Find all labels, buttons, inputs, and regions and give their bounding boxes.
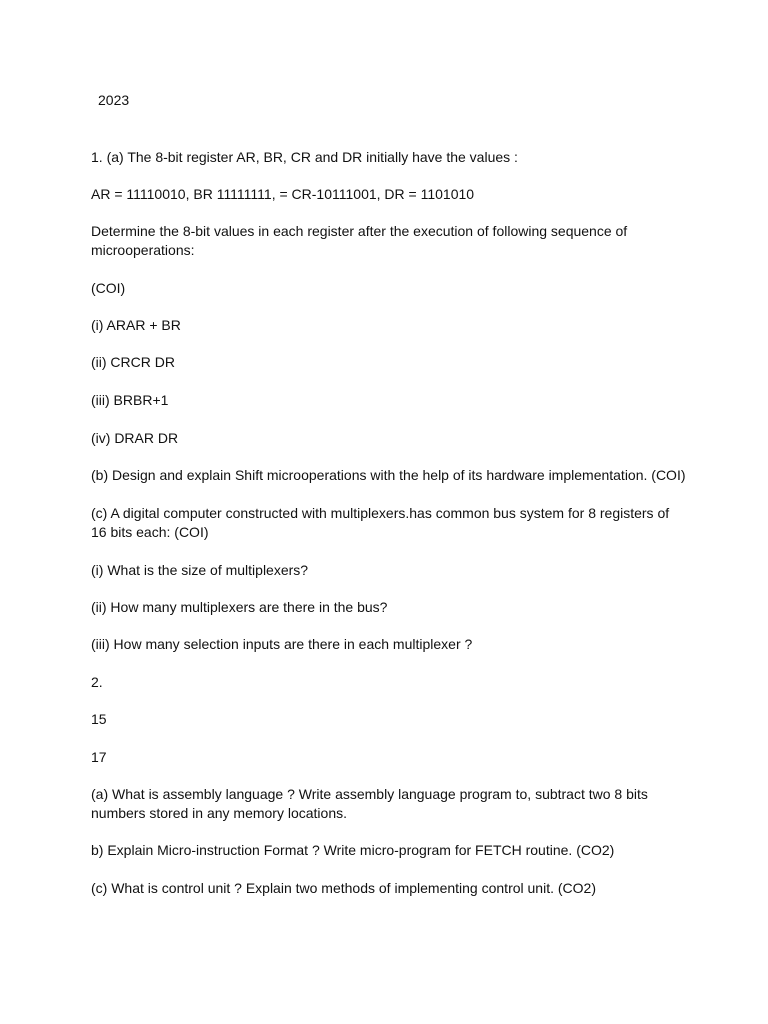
exam-year: 2023	[98, 92, 130, 108]
q1-b: (b) Design and explain Shift microoperations with the help of its hardware implementation. (COI)	[91, 467, 686, 483]
q1-a-course-outcome: (COI)	[91, 280, 126, 296]
q1-a-op-3: (iii) BRBR+1	[91, 392, 169, 408]
q1-c-item-3: (iii) How many selection inputs are there in each multiplexer ?	[91, 636, 473, 652]
q1-c-intro: (c) A digital computer constructed with multiplexers.has common bus system for 8 registers of 16 bits each: (COI)	[91, 505, 670, 540]
q1-c-item-2: (ii) How many multiplexers are there in the bus?	[91, 599, 388, 615]
q1-a-values: AR = 11110010, BR 11111111, = CR-10111001, DR = 1101010	[91, 186, 475, 202]
q1-a-op-4: (iv) DRAR DR	[91, 430, 179, 446]
q2-b: b) Explain Micro-instruction Format ? Write micro-program for FETCH routine. (CO2)	[91, 842, 615, 858]
q2-a: (a) What is assembly language ? Write assembly language program to, subtract two 8 bits numbers stored in any memory locations.	[91, 786, 648, 821]
q2-number: 2.	[91, 674, 103, 690]
q2-marks-1: 15	[91, 711, 107, 727]
q1-c-item-1: (i) What is the size of multiplexers?	[91, 562, 309, 578]
q1-a-op-1: (i) ARAR + BR	[91, 317, 181, 333]
q1-a-intro: 1. (a) The 8-bit register AR, BR, CR and DR initially have the values :	[91, 149, 518, 165]
q1-a-instruction: Determine the 8-bit values in each register after the execution of following sequence of microoperations:	[91, 223, 628, 258]
q2-marks-2: 17	[91, 749, 107, 765]
q2-c: (c) What is control unit ? Explain two methods of implementing control unit. (CO2)	[91, 880, 596, 896]
q1-a-op-2: (ii) CRCR DR	[91, 354, 175, 370]
